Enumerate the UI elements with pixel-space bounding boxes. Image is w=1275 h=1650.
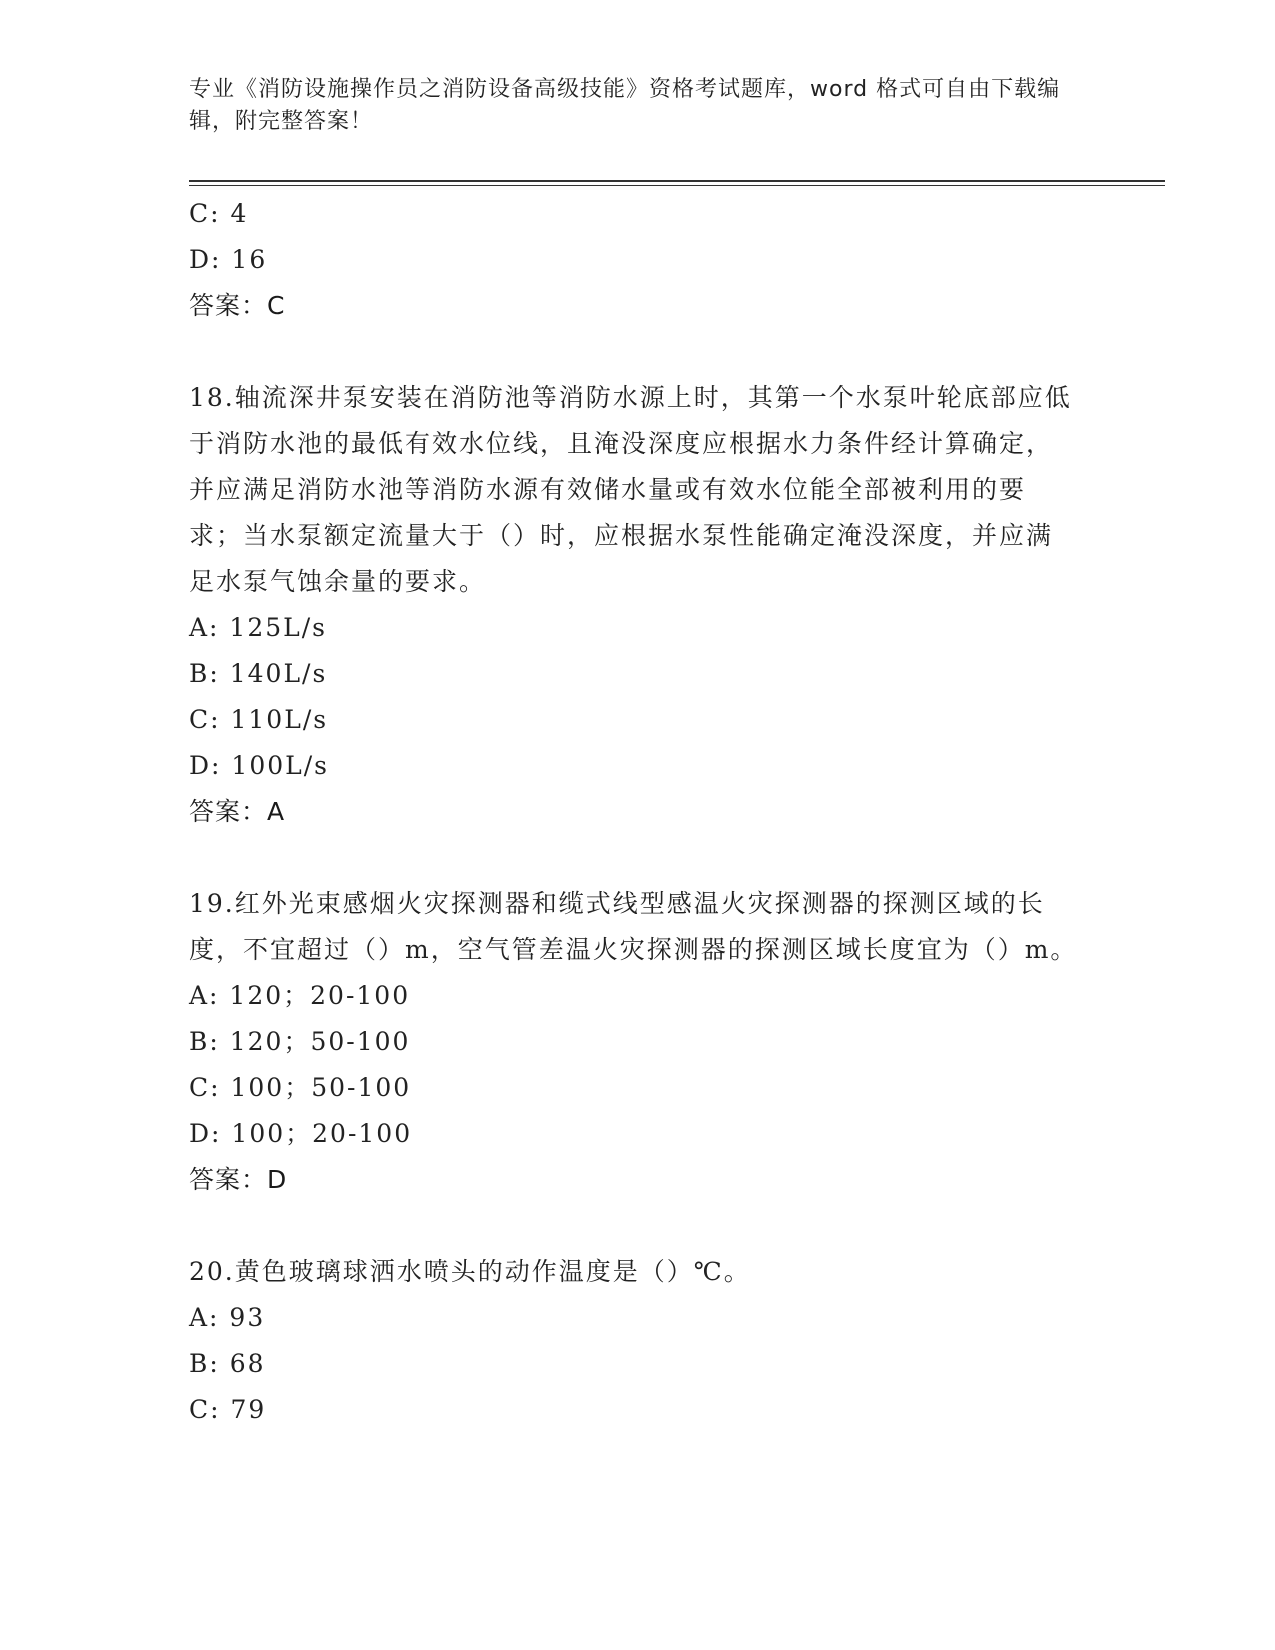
option-a: A: 125L/s [189, 613, 327, 642]
option-c: C: 79 [189, 1395, 267, 1424]
option-d: D: 100L/s [189, 751, 329, 780]
option-a: A: 93 [189, 1303, 266, 1332]
option-c: C: 110L/s [189, 705, 329, 734]
document-body [189, 191, 1089, 1433]
answer-line: 答案：D [189, 1165, 288, 1194]
option-b: B: 140L/s [189, 659, 328, 688]
option-d: D: 16 [189, 245, 268, 274]
option-c: C: 4 [189, 199, 249, 228]
header-rule-thick [189, 180, 1165, 182]
answer-line: 答案：C [189, 291, 286, 320]
page-header: 专业《消防设施操作员之消防设备高级技能》资格考试题库，word 格式可自由下载编辑，附完整答案！ [189, 77, 1061, 134]
option-b: B: 68 [189, 1349, 266, 1378]
question-19 [189, 881, 1089, 1203]
spacer [189, 1203, 1089, 1249]
answer-line: 答案：A [189, 797, 286, 826]
option-d: D: 100；20-100 [189, 1119, 413, 1148]
question-stem: 20.黄色玻璃球洒水喷头的动作温度是（）℃。 [189, 1257, 751, 1286]
option-b: B: 120；50-100 [189, 1027, 411, 1056]
question-stem: 19.红外光束感烟火灾探测器和缆式线型感温火灾探测器的探测区域的长度，不宜超过（）m，空气管差温火灾探测器的探测区域长度宜为（）m。 [189, 889, 1078, 964]
option-a: A: 120；20-100 [189, 981, 411, 1010]
option-c: C: 100；50-100 [189, 1073, 412, 1102]
spacer [189, 329, 1089, 375]
header-rule-thin [189, 185, 1165, 186]
previous-question-tail [189, 191, 1089, 329]
question-18 [189, 375, 1089, 835]
spacer [189, 835, 1089, 881]
question-stem: 18.轴流深井泵安装在消防池等消防水源上时，其第一个水泵叶轮底部应低于消防水池的最低有效水位线，且淹没深度应根据水力条件经计算确定，并应满足消防水池等消防水源有效储水量或有效水位能全部被利用的要求；当水泵额定流量大于（）时，应根据水泵性能确定淹没深度，并应满足水泵气蚀余量的要求。 [189, 383, 1072, 596]
question-20 [189, 1249, 1089, 1433]
